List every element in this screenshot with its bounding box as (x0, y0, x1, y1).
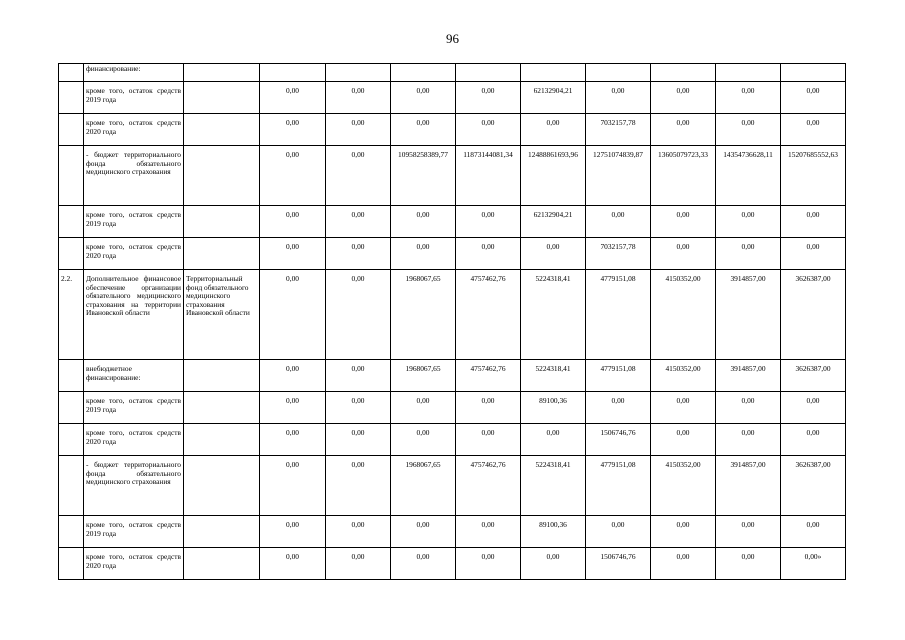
amount-cell: 3626387,00 (781, 360, 846, 392)
amount-cell: 0,00 (651, 82, 716, 114)
item-name-cell: кроме того, остаток средств 2020 года (84, 238, 184, 270)
amount-cell: 0,00 (456, 548, 521, 580)
amount-cell: 0,00 (260, 238, 326, 270)
amount-cell: 3626387,00 (781, 456, 846, 516)
amount-cell: 0,00 (651, 424, 716, 456)
item-name-cell: кроме того, остаток средств 2020 года (84, 548, 184, 580)
row-number-cell (59, 146, 84, 206)
item-name-cell: кроме того, остаток средств 2019 года (84, 516, 184, 548)
amount-cell: 0,00 (260, 82, 326, 114)
amount-cell: 0,00 (781, 516, 846, 548)
amount-cell: 4757462,76 (456, 270, 521, 360)
amount-cell: 0,00 (260, 146, 326, 206)
amount-cell: 1968067,65 (391, 360, 456, 392)
amount-cell: 14354736628,11 (716, 146, 781, 206)
table-row (59, 392, 846, 424)
amount-cell: 0,00 (326, 238, 391, 270)
row-number-cell (59, 206, 84, 238)
row-number-cell (59, 238, 84, 270)
amount-cell (391, 64, 456, 82)
executor-cell (184, 516, 260, 548)
amount-cell: 0,00 (781, 392, 846, 424)
row-number-cell (59, 82, 84, 114)
amount-cell: 3914857,00 (716, 360, 781, 392)
amount-cell: 0,00 (521, 114, 586, 146)
amount-cell: 0,00 (260, 424, 326, 456)
executor-cell (184, 456, 260, 516)
amount-cell: 0,00 (260, 360, 326, 392)
amount-cell (521, 64, 586, 82)
row-number-cell (59, 456, 84, 516)
amount-cell: 0,00 (260, 270, 326, 360)
amount-cell (586, 64, 651, 82)
table-row (59, 114, 846, 146)
amount-cell: 0,00 (781, 114, 846, 146)
table-row (59, 206, 846, 238)
amount-cell: 0,00 (260, 114, 326, 146)
amount-cell: 89100,36 (521, 516, 586, 548)
amount-cell: 4150352,00 (651, 270, 716, 360)
amount-cell: 89100,36 (521, 392, 586, 424)
amount-cell: 62132904,21 (521, 82, 586, 114)
executor-cell (184, 206, 260, 238)
amount-cell: 0,00 (716, 114, 781, 146)
row-number-cell (59, 424, 84, 456)
executor-cell (184, 64, 260, 82)
amount-cell: 0,00 (260, 206, 326, 238)
amount-cell: 0,00 (586, 206, 651, 238)
amount-cell: 0,00 (781, 82, 846, 114)
executor-cell (184, 424, 260, 456)
amount-cell: 0,00 (326, 114, 391, 146)
item-name-cell: Дополнительное финансовое обеспечение организации обязательного медицинского страхования на территории Ивановской области (84, 270, 184, 360)
table-row (59, 64, 846, 82)
amount-cell: 0,00 (391, 206, 456, 238)
item-name-cell: кроме того, остаток средств 2020 года (84, 114, 184, 146)
amount-cell: 0,00 (781, 424, 846, 456)
amount-cell: 0,00 (781, 206, 846, 238)
amount-cell: 0,00 (586, 516, 651, 548)
row-number-cell: 2.2. (59, 270, 84, 360)
table-row (59, 238, 846, 270)
executor-cell (184, 238, 260, 270)
amount-cell (651, 64, 716, 82)
row-number-cell (59, 114, 84, 146)
table-row (59, 516, 846, 548)
amount-cell: 0,00 (326, 548, 391, 580)
amount-cell: 0,00 (326, 82, 391, 114)
amount-cell: 3626387,00 (781, 270, 846, 360)
amount-cell: 0,00 (716, 206, 781, 238)
item-name-cell: финансирование: (84, 64, 184, 82)
amount-cell: 0,00 (651, 114, 716, 146)
amount-cell: 4779151,08 (586, 456, 651, 516)
amount-cell: 0,00 (521, 424, 586, 456)
amount-cell: 0,00 (326, 516, 391, 548)
row-number-cell (59, 516, 84, 548)
item-name-cell: - бюджет территориального фонда обязательного медицинского страхования (84, 456, 184, 516)
amount-cell: 12488861693,96 (521, 146, 586, 206)
amount-cell: 0,00 (326, 360, 391, 392)
amount-cell: 0,00 (326, 206, 391, 238)
executor-cell (184, 360, 260, 392)
amount-cell: 0,00 (260, 392, 326, 424)
amount-cell: 0,00 (521, 548, 586, 580)
item-name-cell: кроме того, остаток средств 2019 года (84, 206, 184, 238)
amount-cell: 0,00 (716, 82, 781, 114)
amount-cell: 0,00 (521, 238, 586, 270)
row-number-cell (59, 392, 84, 424)
amount-cell: 3914857,00 (716, 456, 781, 516)
executor-cell (184, 114, 260, 146)
amount-cell: 4779151,08 (586, 360, 651, 392)
amount-cell: 0,00 (260, 516, 326, 548)
table-row (59, 146, 846, 206)
amount-cell: 11873144081,34 (456, 146, 521, 206)
amount-cell: 0,00 (391, 392, 456, 424)
row-number-cell (59, 64, 84, 82)
amount-cell: 4150352,00 (651, 360, 716, 392)
table-row (59, 424, 846, 456)
amount-cell: 0,00 (651, 548, 716, 580)
amount-cell: 0,00 (391, 238, 456, 270)
executor-cell (184, 146, 260, 206)
executor-cell (184, 392, 260, 424)
amount-cell: 0,00 (781, 238, 846, 270)
amount-cell: 0,00» (781, 548, 846, 580)
amount-cell: 0,00 (326, 146, 391, 206)
amount-cell: 0,00 (651, 206, 716, 238)
row-number-cell (59, 548, 84, 580)
amount-cell: 0,00 (391, 424, 456, 456)
item-name-cell: внебюджетное финансирование: (84, 360, 184, 392)
amount-cell: 0,00 (391, 114, 456, 146)
amount-cell: 13605079723,33 (651, 146, 716, 206)
amount-cell: 7032157,78 (586, 238, 651, 270)
amount-cell: 7032157,78 (586, 114, 651, 146)
amount-cell: 0,00 (456, 206, 521, 238)
amount-cell: 62132904,21 (521, 206, 586, 238)
table-row (59, 360, 846, 392)
item-name-cell: - бюджет территориального фонда обязательного медицинского страхования (84, 146, 184, 206)
amount-cell: 1968067,65 (391, 270, 456, 360)
executor-cell (184, 82, 260, 114)
amount-cell (716, 64, 781, 82)
amount-cell: 4150352,00 (651, 456, 716, 516)
amount-cell: 0,00 (260, 548, 326, 580)
amount-cell: 1968067,65 (391, 456, 456, 516)
table-row (59, 456, 846, 516)
amount-cell: 0,00 (456, 238, 521, 270)
amount-cell: 0,00 (716, 516, 781, 548)
amount-cell: 4757462,76 (456, 360, 521, 392)
page-number: 96 (446, 31, 459, 46)
executor-cell: Территориальный фонд обязательного медицинского страхования Ивановской области (184, 270, 260, 360)
amount-cell: 0,00 (456, 82, 521, 114)
amount-cell (326, 64, 391, 82)
amount-cell: 10958258389,77 (391, 146, 456, 206)
amount-cell: 0,00 (716, 238, 781, 270)
amount-cell: 0,00 (326, 392, 391, 424)
amount-cell: 0,00 (716, 392, 781, 424)
item-name-cell: кроме того, остаток средств 2020 года (84, 424, 184, 456)
amount-cell: 4779151,08 (586, 270, 651, 360)
amount-cell: 0,00 (391, 82, 456, 114)
amount-cell: 0,00 (391, 548, 456, 580)
amount-cell: 5224318,41 (521, 456, 586, 516)
amount-cell: 0,00 (651, 392, 716, 424)
amount-cell: 1506746,76 (586, 424, 651, 456)
amount-cell: 1506746,76 (586, 548, 651, 580)
table-row (59, 548, 846, 580)
amount-cell: 0,00 (391, 516, 456, 548)
table-row (59, 82, 846, 114)
amount-cell: 0,00 (716, 548, 781, 580)
amount-cell (260, 64, 326, 82)
table-row (59, 270, 846, 360)
item-name-cell: кроме того, остаток средств 2019 года (84, 392, 184, 424)
amount-cell: 5224318,41 (521, 270, 586, 360)
amount-cell: 0,00 (326, 456, 391, 516)
amount-cell: 0,00 (586, 392, 651, 424)
amount-cell: 0,00 (456, 114, 521, 146)
amount-cell (456, 64, 521, 82)
amount-cell: 0,00 (456, 516, 521, 548)
amount-cell: 0,00 (326, 270, 391, 360)
amount-cell: 5224318,41 (521, 360, 586, 392)
amount-cell (781, 64, 846, 82)
financing-table (58, 63, 846, 580)
amount-cell: 0,00 (260, 456, 326, 516)
amount-cell: 0,00 (456, 424, 521, 456)
amount-cell: 0,00 (651, 238, 716, 270)
amount-cell: 0,00 (456, 392, 521, 424)
row-number-cell (59, 360, 84, 392)
amount-cell: 0,00 (326, 424, 391, 456)
amount-cell: 0,00 (651, 516, 716, 548)
executor-cell (184, 548, 260, 580)
amount-cell: 0,00 (586, 82, 651, 114)
amount-cell: 3914857,00 (716, 270, 781, 360)
amount-cell: 0,00 (716, 424, 781, 456)
amount-cell: 12751074839,87 (586, 146, 651, 206)
amount-cell: 4757462,76 (456, 456, 521, 516)
item-name-cell: кроме того, остаток средств 2019 года (84, 82, 184, 114)
amount-cell: 15207685552,63 (781, 146, 846, 206)
